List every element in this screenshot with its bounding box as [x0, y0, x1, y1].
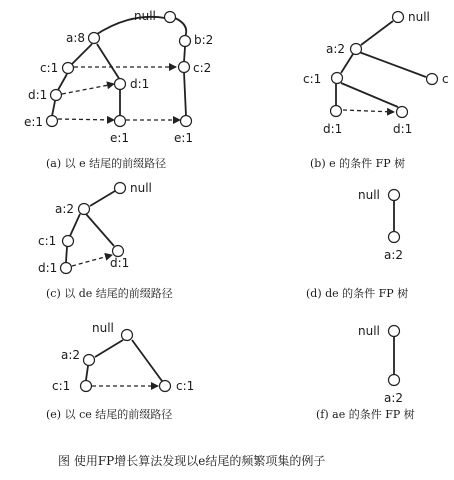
edge-null-a2 — [361, 21, 393, 45]
node-a2 — [84, 355, 95, 366]
node-c1 — [63, 236, 74, 247]
panel-f — [316, 324, 415, 421]
panel-e — [46, 321, 194, 421]
label-e1-left: e:1 — [24, 115, 44, 129]
label-c1-left: c:1 — [52, 379, 71, 393]
panel-c — [38, 181, 173, 300]
panel-b — [303, 10, 449, 170]
node-a8 — [89, 33, 100, 44]
caption-e: (e) 以 ce 结尾的前缀路径 — [46, 408, 173, 421]
edge-null-cright — [132, 340, 162, 381]
caption-c: (c) 以 de 结尾的前缀路径 — [46, 287, 173, 300]
node-c-right — [427, 74, 438, 85]
node-b2 — [180, 36, 191, 47]
node-null — [122, 330, 133, 341]
edge-c2-eright — [184, 72, 186, 116]
edge-a2-cleft — [86, 366, 88, 380]
node-d1-right — [397, 107, 408, 118]
edge-a2-c1 — [70, 214, 80, 236]
node-e1-right — [181, 116, 192, 127]
node-e1-left — [47, 116, 58, 127]
label-null: null — [358, 324, 380, 338]
node-d1-left — [331, 106, 342, 117]
label-a2: a:2 — [61, 348, 81, 362]
label-a2: a:2 — [55, 202, 75, 216]
edge-a2-cright — [359, 52, 426, 77]
node-d1-right — [113, 246, 124, 257]
label-a2: a:2 — [384, 391, 404, 405]
node-null — [393, 12, 404, 23]
label-c1-right: c:1 — [176, 379, 195, 393]
label-c2: c:2 — [193, 61, 212, 75]
link-eleft-emid — [58, 119, 114, 120]
label-null: null — [130, 181, 152, 195]
node-null — [115, 183, 126, 194]
panel-d — [306, 188, 408, 300]
node-null — [165, 12, 176, 23]
label-b2: b:2 — [194, 33, 214, 47]
panel-a — [24, 9, 213, 170]
label-d1-left: d:1 — [28, 88, 48, 102]
edge-c1-dleft — [58, 74, 67, 90]
caption-f: (f) ae 的条件 FP 树 — [316, 408, 415, 421]
label-d1-left: d:1 — [323, 122, 343, 136]
figure-caption: 图 使用FP增长算法发现以e结尾的频繁项集的例子 — [58, 454, 326, 468]
edge-b2-c2 — [184, 47, 185, 62]
edge-a8-c1 — [72, 44, 92, 64]
link-dleft-dmid — [62, 84, 114, 94]
label-e1-mid: e:1 — [110, 131, 130, 145]
link-dleft-dright — [72, 255, 112, 266]
label-null: null — [92, 321, 114, 335]
label-c1: c:1 — [40, 61, 59, 75]
node-d1-left — [61, 263, 72, 274]
node-null — [389, 190, 400, 201]
label-d1-left: d:1 — [38, 261, 58, 275]
edge-a2-dright — [86, 214, 114, 246]
edge-null-a2 — [90, 191, 115, 206]
label-a2: a:2 — [384, 248, 404, 262]
node-c1-right — [160, 381, 171, 392]
node-a2 — [389, 375, 400, 386]
node-c2 — [179, 62, 190, 73]
label-c1-left: c:1 — [303, 72, 322, 86]
label-a2: a:2 — [326, 42, 346, 56]
label-null: null — [134, 9, 156, 23]
label-d1-mid: d:1 — [130, 77, 150, 91]
edge-a8-dmid — [97, 44, 120, 80]
edge-null-a2 — [95, 340, 123, 357]
node-a2 — [389, 232, 400, 243]
label-null: null — [408, 10, 430, 24]
edge-c1-dright — [341, 83, 398, 107]
label-c1: c:1 — [38, 234, 57, 248]
label-null: null — [358, 188, 380, 202]
node-a2 — [351, 44, 362, 55]
label-a8: a:8 — [66, 31, 86, 45]
edge-c1-dleft — [66, 247, 67, 262]
label-d1-right: d:1 — [393, 122, 413, 136]
node-d1-mid — [115, 79, 126, 90]
node-c1 — [63, 63, 74, 74]
caption-b: (b) e 的条件 FP 树 — [310, 157, 406, 170]
node-null — [389, 326, 400, 337]
caption-a: (a) 以 e 结尾的前缀路径 — [46, 157, 167, 170]
node-e1-mid — [115, 116, 126, 127]
edge-null-b2 — [175, 18, 186, 37]
label-e1-right: e:1 — [174, 131, 194, 145]
node-a2 — [79, 204, 90, 215]
node-c1-left — [81, 381, 92, 392]
node-c1-left — [332, 73, 343, 84]
edge-dleft-eleft — [52, 101, 55, 116]
edge-a2-c1 — [341, 54, 353, 73]
label-c-right: c — [442, 72, 449, 86]
link-dleft-dright — [343, 110, 394, 112]
label-d1-right: d:1 — [110, 256, 130, 270]
caption-d: (d) de 的条件 FP 树 — [306, 287, 409, 300]
node-d1-left — [51, 90, 62, 101]
